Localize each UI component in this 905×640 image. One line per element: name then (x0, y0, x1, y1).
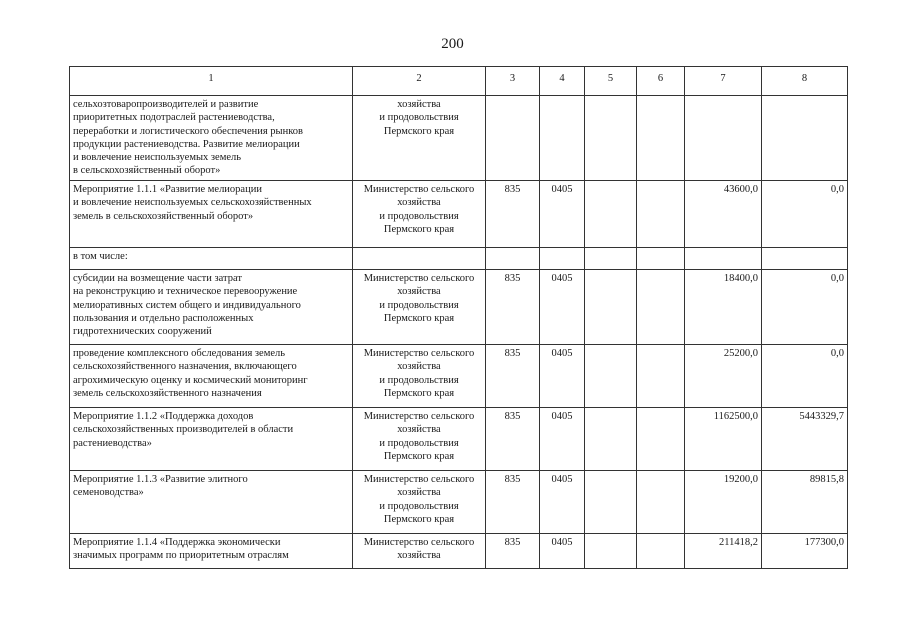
target-article-cell (585, 534, 637, 569)
ministry-code-cell (486, 96, 540, 181)
table-row (70, 408, 848, 471)
measure-name-cell: проведение комплексного обследования земель сельскохозяйственного назначения, включающего агрохимическую оценку и космический мониторинг земель сельскохозяйственного назначения (70, 345, 353, 408)
section-code-cell: 0405 (540, 181, 585, 248)
expense-type-cell (637, 96, 685, 181)
section-code-cell: 0405 (540, 534, 585, 569)
administrator-cell: Министерство сельского хозяйства и продовольствия Пермского края (353, 471, 486, 534)
administrator-cell: Министерство сельского хозяйства (353, 534, 486, 569)
table-row (70, 96, 848, 181)
amount-col7-cell: 25200,0 (685, 345, 762, 408)
budget-table (69, 66, 848, 569)
column-header: 2 (353, 67, 486, 96)
section-code-cell (540, 96, 585, 181)
ministry-code-cell: 835 (486, 534, 540, 569)
amount-col7-cell: 19200,0 (685, 471, 762, 534)
amount-col8-cell: 0,0 (762, 270, 848, 345)
table-row (70, 181, 848, 248)
expense-type-cell (637, 534, 685, 569)
table-row (70, 471, 848, 534)
expense-type-cell (637, 345, 685, 408)
measure-name-cell: сельхозтоваропроизводителей и развитие приоритетных подотраслей растениеводства, переработки и логистического обеспечения рынков продукции растениеводства. Развитие мелиорации и вовлечение неиспользуемых земель в сельскохозяйственный оборот» (70, 96, 353, 181)
amount-col8-cell: 0,0 (762, 345, 848, 408)
section-code-cell: 0405 (540, 408, 585, 471)
expense-type-cell (637, 248, 685, 270)
target-article-cell (585, 181, 637, 248)
target-article-cell (585, 270, 637, 345)
target-article-cell (585, 345, 637, 408)
target-article-cell (585, 248, 637, 270)
amount-col7-cell: 43600,0 (685, 181, 762, 248)
amount-col8-cell: 177300,0 (762, 534, 848, 569)
section-code-cell: 0405 (540, 471, 585, 534)
amount-col8-cell: 0,0 (762, 181, 848, 248)
ministry-code-cell: 835 (486, 345, 540, 408)
header-row (70, 67, 848, 96)
amount-col8-cell: 89815,8 (762, 471, 848, 534)
column-header: 4 (540, 67, 585, 96)
ministry-code-cell: 835 (486, 181, 540, 248)
measure-name-cell: Мероприятие 1.1.3 «Развитие элитного семеноводства» (70, 471, 353, 534)
amount-col8-cell: 5443329,7 (762, 408, 848, 471)
expense-type-cell (637, 408, 685, 471)
expense-type-cell (637, 181, 685, 248)
column-header: 8 (762, 67, 848, 96)
measure-name-cell: в том числе: (70, 248, 353, 270)
amount-col8-cell (762, 96, 848, 181)
section-code-cell: 0405 (540, 345, 585, 408)
column-header: 5 (585, 67, 637, 96)
column-header: 3 (486, 67, 540, 96)
administrator-cell (353, 248, 486, 270)
amount-col7-cell: 18400,0 (685, 270, 762, 345)
section-code-cell: 0405 (540, 270, 585, 345)
column-header: 7 (685, 67, 762, 96)
table-row (70, 345, 848, 408)
ministry-code-cell: 835 (486, 270, 540, 345)
amount-col7-cell: 1162500,0 (685, 408, 762, 471)
target-article-cell (585, 96, 637, 181)
administrator-cell: Министерство сельского хозяйства и продовольствия Пермского края (353, 408, 486, 471)
measure-name-cell: Мероприятие 1.1.2 «Поддержка доходов сельскохозяйственных производителей в области растениеводства» (70, 408, 353, 471)
table-row (70, 534, 848, 569)
column-header: 6 (637, 67, 685, 96)
administrator-cell: Министерство сельского хозяйства и продовольствия Пермского края (353, 181, 486, 248)
ministry-code-cell (486, 248, 540, 270)
table-row (70, 248, 848, 270)
expense-type-cell (637, 471, 685, 534)
measure-name-cell: субсидии на возмещение части затрат на реконструкцию и техническое перевооружение мелиоративных систем общего и индивидуального пользования и отдельно расположенных гидротехнических сооружений (70, 270, 353, 345)
amount-col7-cell (685, 96, 762, 181)
table-row (70, 270, 848, 345)
measure-name-cell: Мероприятие 1.1.4 «Поддержка экономически значимых программ по приоритетным отраслям (70, 534, 353, 569)
amount-col8-cell (762, 248, 848, 270)
ministry-code-cell: 835 (486, 408, 540, 471)
administrator-cell: хозяйства и продовольствия Пермского края (353, 96, 486, 181)
section-code-cell (540, 248, 585, 270)
amount-col7-cell: 211418,2 (685, 534, 762, 569)
administrator-cell: Министерство сельского хозяйства и продовольствия Пермского края (353, 270, 486, 345)
column-header: 1 (70, 67, 353, 96)
ministry-code-cell: 835 (486, 471, 540, 534)
administrator-cell: Министерство сельского хозяйства и продовольствия Пермского края (353, 345, 486, 408)
page-number: 200 (441, 36, 464, 52)
expense-type-cell (637, 270, 685, 345)
measure-name-cell: Мероприятие 1.1.1 «Развитие мелиорации и вовлечение неиспользуемых сельскохозяйственных земель в сельскохозяйственный оборот» (70, 181, 353, 248)
target-article-cell (585, 471, 637, 534)
amount-col7-cell (685, 248, 762, 270)
target-article-cell (585, 408, 637, 471)
